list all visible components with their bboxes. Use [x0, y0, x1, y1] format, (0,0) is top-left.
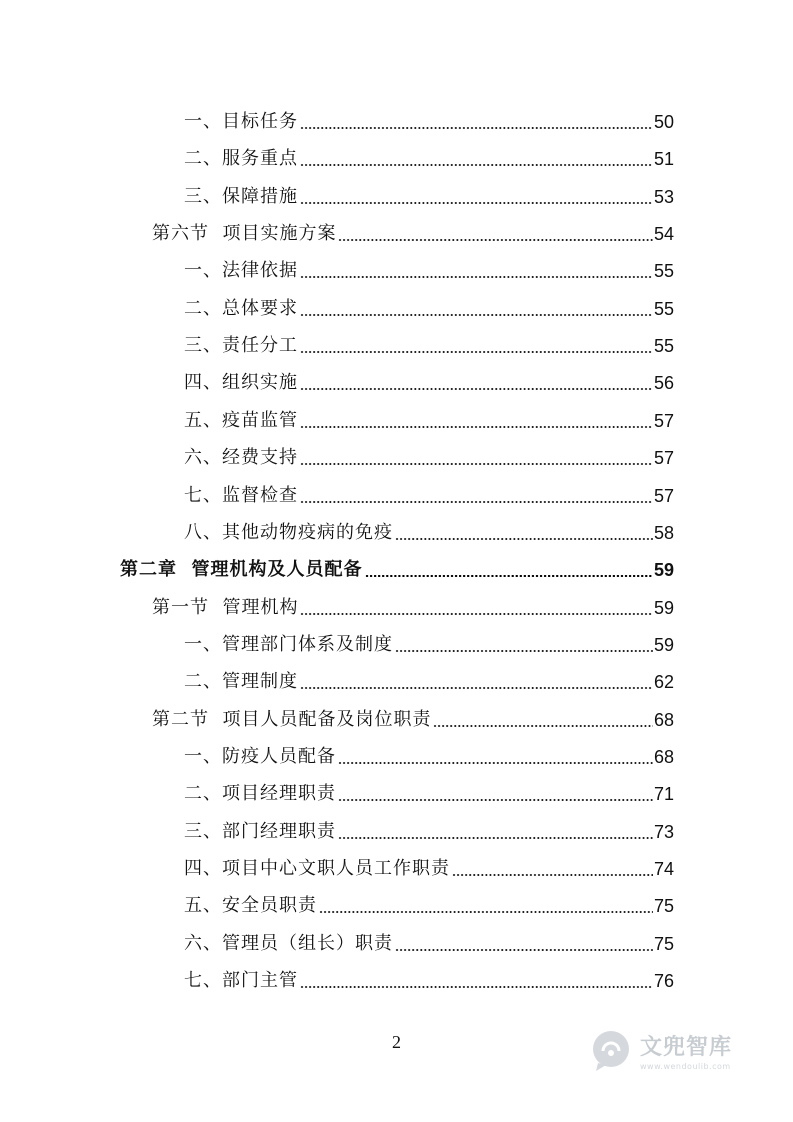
- toc-entry-page-number: 54: [653, 224, 674, 245]
- dot-leader: [433, 725, 653, 727]
- toc-entry-page-number: 59: [653, 560, 674, 581]
- toc-entry-title: 一、管理部门体系及制度: [184, 633, 393, 655]
- page-number: 2: [392, 1032, 401, 1052]
- dot-leader: [300, 501, 653, 503]
- dot-leader: [300, 202, 653, 204]
- toc-entry-title: 六、经费支持: [184, 447, 298, 469]
- toc-entry-page-number: 74: [653, 859, 674, 879]
- dot-leader: [365, 575, 653, 577]
- toc-entry-page-number: 62: [653, 672, 674, 693]
- toc-entry-title: 五、安全员职责: [184, 895, 317, 917]
- toc-entry-page-number: 53: [653, 186, 674, 207]
- dot-leader: [300, 613, 653, 615]
- toc-subsection-entry[interactable]: [184, 665, 674, 693]
- dot-leader: [319, 911, 653, 913]
- toc-entry-page-number: 68: [653, 746, 674, 767]
- dot-leader: [300, 388, 653, 390]
- toc-entry-page-number: 50: [653, 112, 674, 132]
- toc-subsection-entry[interactable]: [184, 927, 674, 955]
- toc-subsection-entry[interactable]: [184, 254, 674, 282]
- toc-entry-title: 三、责任分工: [184, 335, 298, 357]
- toc-subsection-entry[interactable]: [184, 479, 674, 507]
- watermark-title: 文兜智库: [640, 1034, 733, 1060]
- dot-leader: [338, 239, 653, 241]
- toc-entry-page-number: 68: [653, 709, 674, 730]
- toc-entry-title: 二、总体要求: [184, 297, 298, 319]
- toc-entry-title: 四、项目中心文职人员工作职责: [184, 858, 450, 879]
- toc-entry-page-number: 75: [653, 896, 674, 917]
- toc-entry-page-number: 55: [653, 298, 674, 319]
- toc-entry-page-number: 58: [653, 522, 674, 543]
- dot-leader: [300, 276, 653, 278]
- toc-subsection-entry[interactable]: [184, 404, 674, 432]
- toc-subsection-entry[interactable]: [184, 105, 674, 133]
- toc-entry-title: 一、防疫人员配备: [184, 745, 336, 767]
- toc-entry-title: 四、组织实施: [184, 372, 298, 394]
- toc-entry-page-number: 76: [653, 971, 674, 992]
- toc-section-entry[interactable]: [152, 217, 674, 245]
- dot-leader: [338, 837, 653, 839]
- toc-subsection-entry[interactable]: [184, 777, 674, 805]
- dot-leader: [300, 127, 653, 129]
- toc-entry-title: 六、管理员（组长）职责: [184, 932, 393, 954]
- toc-entry-title: 三、保障措施: [184, 185, 298, 207]
- dot-leader: [300, 314, 653, 316]
- toc-subsection-entry[interactable]: [184, 180, 674, 208]
- toc-subsection-entry[interactable]: [184, 815, 674, 843]
- dot-leader: [300, 426, 653, 428]
- toc-entry-title: 二、管理制度: [184, 671, 298, 693]
- toc-subsection-entry[interactable]: [184, 628, 674, 656]
- toc-entry-page-number: 71: [653, 784, 674, 805]
- toc-entry-title: 第一节 管理机构: [152, 596, 299, 618]
- speech-bubble-logo-icon: [588, 1027, 634, 1073]
- toc-entry-page-number: 75: [653, 933, 674, 954]
- toc-entry-page-number: 55: [653, 336, 674, 357]
- toc-subsection-entry[interactable]: [184, 516, 674, 544]
- toc-subsection-entry[interactable]: [184, 142, 674, 170]
- toc-entry-page-number: 57: [653, 410, 674, 431]
- dot-leader: [395, 949, 653, 951]
- dot-leader: [395, 538, 653, 540]
- toc-subsection-entry[interactable]: [184, 292, 674, 320]
- toc-entry-title: 五、疫苗监管: [184, 409, 298, 431]
- toc-entry-page-number: 51: [653, 149, 674, 170]
- dot-leader: [338, 762, 653, 764]
- toc-entry-title: 七、部门主管: [184, 970, 298, 992]
- toc-subsection-entry[interactable]: [184, 964, 674, 992]
- dot-leader: [300, 687, 653, 689]
- dot-leader: [338, 799, 653, 801]
- toc-entry-page-number: 57: [653, 448, 674, 469]
- watermark: [588, 1020, 788, 1080]
- dot-leader: [300, 463, 653, 465]
- toc-entry-page-number: 73: [653, 821, 674, 842]
- toc-entry-title: 第二节 项目人员配备及岗位职责: [152, 708, 432, 730]
- toc-subsection-entry[interactable]: [184, 889, 674, 917]
- toc-subsection-entry[interactable]: [184, 366, 674, 394]
- dot-leader: [395, 650, 653, 652]
- dot-leader: [300, 351, 653, 353]
- toc-entry-title: 七、监督检查: [184, 484, 298, 506]
- toc-entry-title: 第二章 管理机构及人员配备: [120, 559, 363, 581]
- dot-leader: [300, 164, 653, 166]
- dot-leader: [452, 874, 653, 876]
- toc-entry-title: 二、项目经理职责: [184, 783, 336, 805]
- toc-entry-page-number: 55: [653, 261, 674, 282]
- dot-leader: [300, 986, 653, 988]
- toc-entry-page-number: 56: [653, 373, 674, 394]
- toc-entry-page-number: 59: [653, 634, 674, 655]
- toc-entry-page-number: 59: [653, 597, 674, 618]
- toc-section-entry[interactable]: [152, 591, 674, 619]
- watermark-url: www.wendoulib.com: [640, 1061, 731, 1071]
- toc-subsection-entry[interactable]: [184, 740, 674, 768]
- toc-subsection-entry[interactable]: [184, 441, 674, 469]
- toc-entry-title: 第六节 项目实施方案: [152, 223, 337, 245]
- toc-section-entry[interactable]: [152, 703, 674, 731]
- toc-entry-title: 一、法律依据: [184, 260, 298, 282]
- toc-entry-title: 三、部门经理职责: [184, 820, 336, 842]
- toc-entry-title: 二、服务重点: [184, 148, 298, 170]
- toc-subsection-entry[interactable]: [184, 852, 674, 880]
- toc-entry-page-number: 57: [653, 485, 674, 506]
- toc-chapter-entry[interactable]: [120, 553, 674, 581]
- toc-entry-title: 八、其他动物疫病的免疫: [184, 521, 393, 543]
- toc-subsection-entry[interactable]: [184, 329, 674, 357]
- toc-entry-title: 一、目标任务: [184, 111, 298, 132]
